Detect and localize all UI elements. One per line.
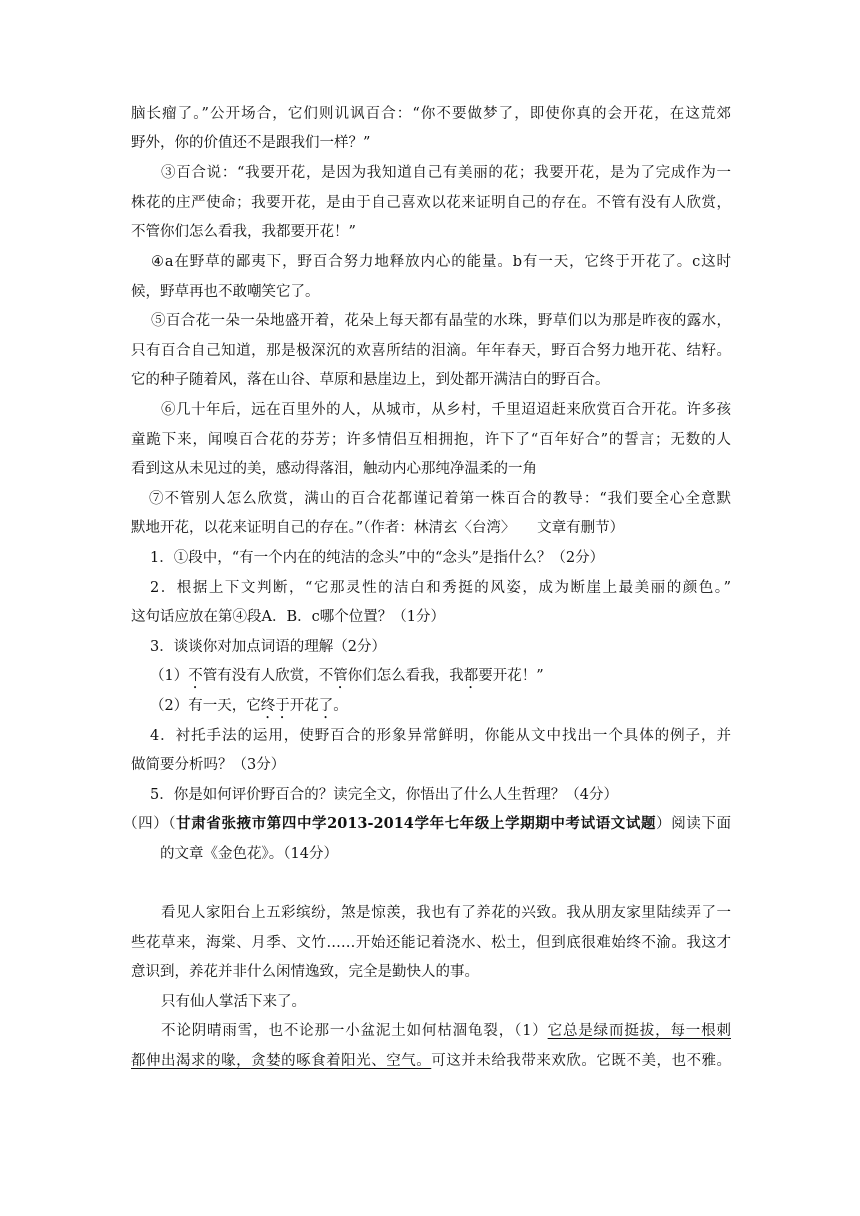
dotted-word: 管: [333, 668, 348, 684]
question-3-item-1: [150, 666, 750, 686]
dotted-word: 终于: [260, 698, 290, 714]
text-segment: （四）（: [123, 816, 177, 832]
text-segment: 你们怎么看我，我: [347, 668, 464, 684]
paragraph-3-line: ③百合说：“我要开花，是因为我知道自己有美丽的花；我要开花，是为了完成作为一: [161, 165, 731, 181]
essay-line: [131, 1051, 731, 1071]
question-3: 3．谈谈你对加点词语的理解（2分）: [150, 639, 386, 655]
source-title: 甘肃省张掖市第四中学2013-2014学年七年级上学期期中考试语文试题: [176, 815, 657, 832]
underlined-sentence: 它总是绿而挺拔，每一根刺: [547, 1023, 731, 1039]
text-segment: （2）有一天，它: [150, 698, 261, 714]
paragraph-line: 只有百合自己知道，那是极深沉的欢喜所结的泪滴。年年春天，野百合努力地开花、结籽。: [131, 343, 731, 359]
paragraph-4-line: ④a在野草的鄙夷下，野百合努力地释放内心的能量。b有一天，它终于开花了。c这时: [151, 254, 731, 270]
paragraph-line: 株花的庄严使命；我要开花，是由于自己喜欢以花来证明自己的存在。不管有没有人欣赏，: [131, 195, 731, 211]
text-segment: 。: [333, 698, 348, 714]
question-4-continued: 做简要分析吗？（3分）: [131, 757, 286, 773]
essay-line: 意识到，养花并非什么闲情逸致，完全是勤快人的事。: [131, 964, 479, 980]
paragraph-7-line: ⑦不管别人怎么欣赏，满山的百合花都谨记着第一株百合的教导：“我们要全心全意默: [149, 491, 731, 507]
essay-line: 看见人家阳台上五彩缤纷，煞是惊羡，我也有了养花的兴致。我从朋友家里陆续弄了一: [161, 905, 731, 921]
paragraph-line: 不管你们怎么看我，我都要开花！”: [131, 224, 356, 240]
question-1: 1．①段中，“有一个内在的纯洁的念头”中的“念头”是指什么？（2分）: [150, 550, 605, 566]
paragraph-line: 看到这从未见过的美，感动得落泪，触动内心那纯净温柔的一角: [131, 461, 537, 477]
question-2: 2．根据上下文判断，“它那灵性的洁白和秀挺的风姿，成为断崖上最美丽的颜色。”: [150, 580, 731, 596]
paragraph-line: 脑长瘤了。”公开场合，它们则讥讽百合：“你不要做梦了，即使你真的会开花，在这荒郊: [131, 106, 731, 122]
paragraph-line: 默地开花，以花来证明自己的存在。”（作者：林清玄〈台湾〉 文章有删节）: [131, 520, 625, 536]
question-5: 5．你是如何评价野百合的？读完全文，你悟出了什么人生哲理？（4分）: [150, 787, 618, 803]
dotted-word: 了: [318, 698, 334, 714]
underlined-sentence: 都伸出渴求的喙，贪婪的啄食着阳光、空气。: [131, 1053, 432, 1069]
paragraph-line: 野外，你的价值还不是跟我们一样？”: [131, 135, 371, 151]
question-4: 4．衬托手法的运用，使野百合的形象异常鲜明，你能从文中找出一个具体的例子，并: [150, 728, 731, 744]
essay-line: [161, 1021, 731, 1041]
text-segment: 要开花！”: [478, 668, 544, 684]
text-segment: 可这并未给我带来欢欣。它既不美，也不雅。: [431, 1053, 732, 1069]
essay-line: 只有仙人掌活下来了。: [161, 994, 306, 1010]
paragraph-line: 它的种子随着风，落在山谷、草原和悬崖边上，到处都开满洁白的野百合。: [131, 372, 610, 388]
paragraph-line: 候，野草再也不敢嘲笑它了。: [131, 284, 320, 300]
paragraph-5-line: ⑤百合花一朵一朵地盛开着，花朵上每天都有晶莹的水珠，野草们以为那是昨夜的露水，: [151, 313, 731, 329]
dotted-word: 都: [463, 668, 479, 684]
text-segment: ）阅读下面: [656, 816, 732, 832]
essay-line: 些花草来，海棠、月季、文竹……开始还能记着浇水、松土，但到底很难始终不渝。我这才: [131, 935, 731, 951]
text-segment: 开花: [289, 698, 319, 714]
text-segment: （1）: [150, 668, 189, 684]
text-segment: 不论阴晴雨雪，也不论那一小盆泥土如何枯涸龟裂，（1）: [161, 1023, 548, 1039]
section-4-heading-continued: 的文章《金色花》。（14分）: [160, 846, 338, 862]
question-2-continued: 这句话应放在第④段A．B．c哪个位置？（1分）: [131, 609, 445, 625]
section-4-heading: [123, 814, 731, 834]
text-segment: 管有没有人欣赏，不: [202, 668, 334, 684]
paragraph-line: 童跪下来，闻嗅百合花的芬芳；许多情侣互相拥抱，许下了“百年好合”的誓言；无数的人: [131, 432, 731, 448]
question-3-item-2: [150, 696, 750, 716]
paragraph-6-line: ⑥几十年后，远在百里外的人，从城市，从乡村，千里迢迢赶来欣赏百合开花。许多孩: [161, 402, 731, 418]
dotted-word: 不: [188, 668, 203, 684]
